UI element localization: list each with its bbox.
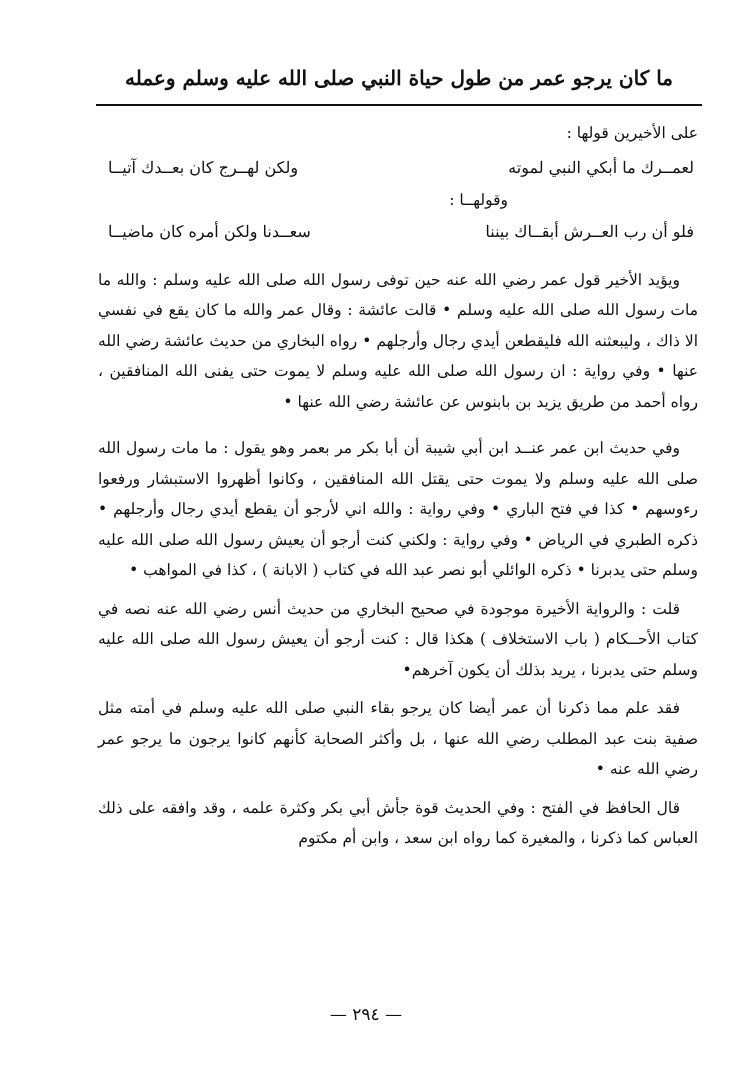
page-body (98, 118, 698, 854)
paragraph-5: قال الحافظ في الفتح : وفي الحديث قوة جأش أبي بكر وكثرة علمه ، وقد وافقه على ذلك العباس كما ذكرنا ، والمغيرة كما رواه ابن سعد ، وابن أم مكتوم (98, 798, 698, 847)
paragraph-1: ويؤيد الأخير قول عمر رضي الله عنه حين توفى رسول الله صلى الله عليه وسلم : والله ما مات رسول الله صلى الله عليه وسلم • قالت عائشة : وقال عمر والله ما كان يقع في نفسي الا ذاك ، وليبعثنه الله فليقطعن أيدي رجال وأرجلهم • رواه البخاري من حديث عائشة رضي الله عنها • وفي رواية : ان رسول الله صلى الله عليه وسلم لا يموت حتى يفنى الله المنافقين ، رواه أحمد من طريق يزيد بن بابنوس عن عائشة رضي الله عنها • (98, 270, 698, 411)
verse-1-first-hemistich: لعمــرك ما أبكي النبي لموته (508, 157, 694, 177)
spacer (98, 249, 698, 265)
poem-verse-1 (98, 151, 698, 185)
verse-2-second-hemistich: سعــدنا ولكن أمره كان ماضيــا (108, 221, 311, 241)
spacer (98, 417, 698, 433)
page-number: — ٢٩٤ — (329, 1005, 403, 1025)
intro-line: على الأخيرين قولها : (566, 124, 698, 142)
paragraph-3: قلت : والرواية الأخيرة موجودة في صحيح البخاري من حديث أنس رضي الله عنه نصه في كتاب الأحــكام ( باب الاستخلاف ) هكذا قال : كنت أرجو أن يعيش رسول الله صلى الله عليه وسلم حتى يدبرنا ، يريد بذلك أن يكون آخرهم• (98, 599, 698, 679)
page-title: ما كان يرجو عمر من طول حياة النبي صلى الله عليه وسلم وعمله (125, 66, 673, 90)
spacer (98, 685, 698, 693)
poem-verse-2 (98, 215, 698, 249)
verse-1-second-hemistich: ولكن لهــرج كان بعــدك آتيــا (108, 157, 299, 177)
spacer (98, 785, 698, 793)
paragraph-2: وفي حديث ابن عمر عنــد ابن أبي شيبة أن أبا بكر مر بعمر وهو يقول : ما مات رسول الله صلى الله عليه وسلم ولا يموت حتى يقتل الله المنافقين ، وكانوا أظهروا الاستبشار ورفعوا رءوسهم • كذا في فتح الباري • وفي رواية : والله اني لأرجو أن يقطع أيدي رجال وأرجلهم • ذكره الطبري في الرياض • وفي رواية : ولكني كنت أرجو أن يعيش رسول الله صلى الله عليه وسلم حتى يدبرنا • ذكره الوائلي أبو نصر عبد الله في كتاب ( الابانة ) ، كذا في المواهب • (98, 439, 698, 579)
verse-label: وقولهــا : (449, 190, 508, 209)
spacer (98, 586, 698, 594)
verse-2-first-hemistich: فلو أن رب العــرش أبقــاك بيننا (485, 221, 694, 241)
header-rule (96, 104, 702, 106)
paragraph-4: فقد علم مما ذكرنا أن عمر أيضا كان يرجو بقاء النبي صلى الله عليه وسلم في أمته مثل صفية بنت عبد المطلب رضي الله عنها ، بل وأكثر الصحابة كأنهم كانوا يرجون ما يرجو عمر رضي الله عنه • (98, 699, 698, 778)
